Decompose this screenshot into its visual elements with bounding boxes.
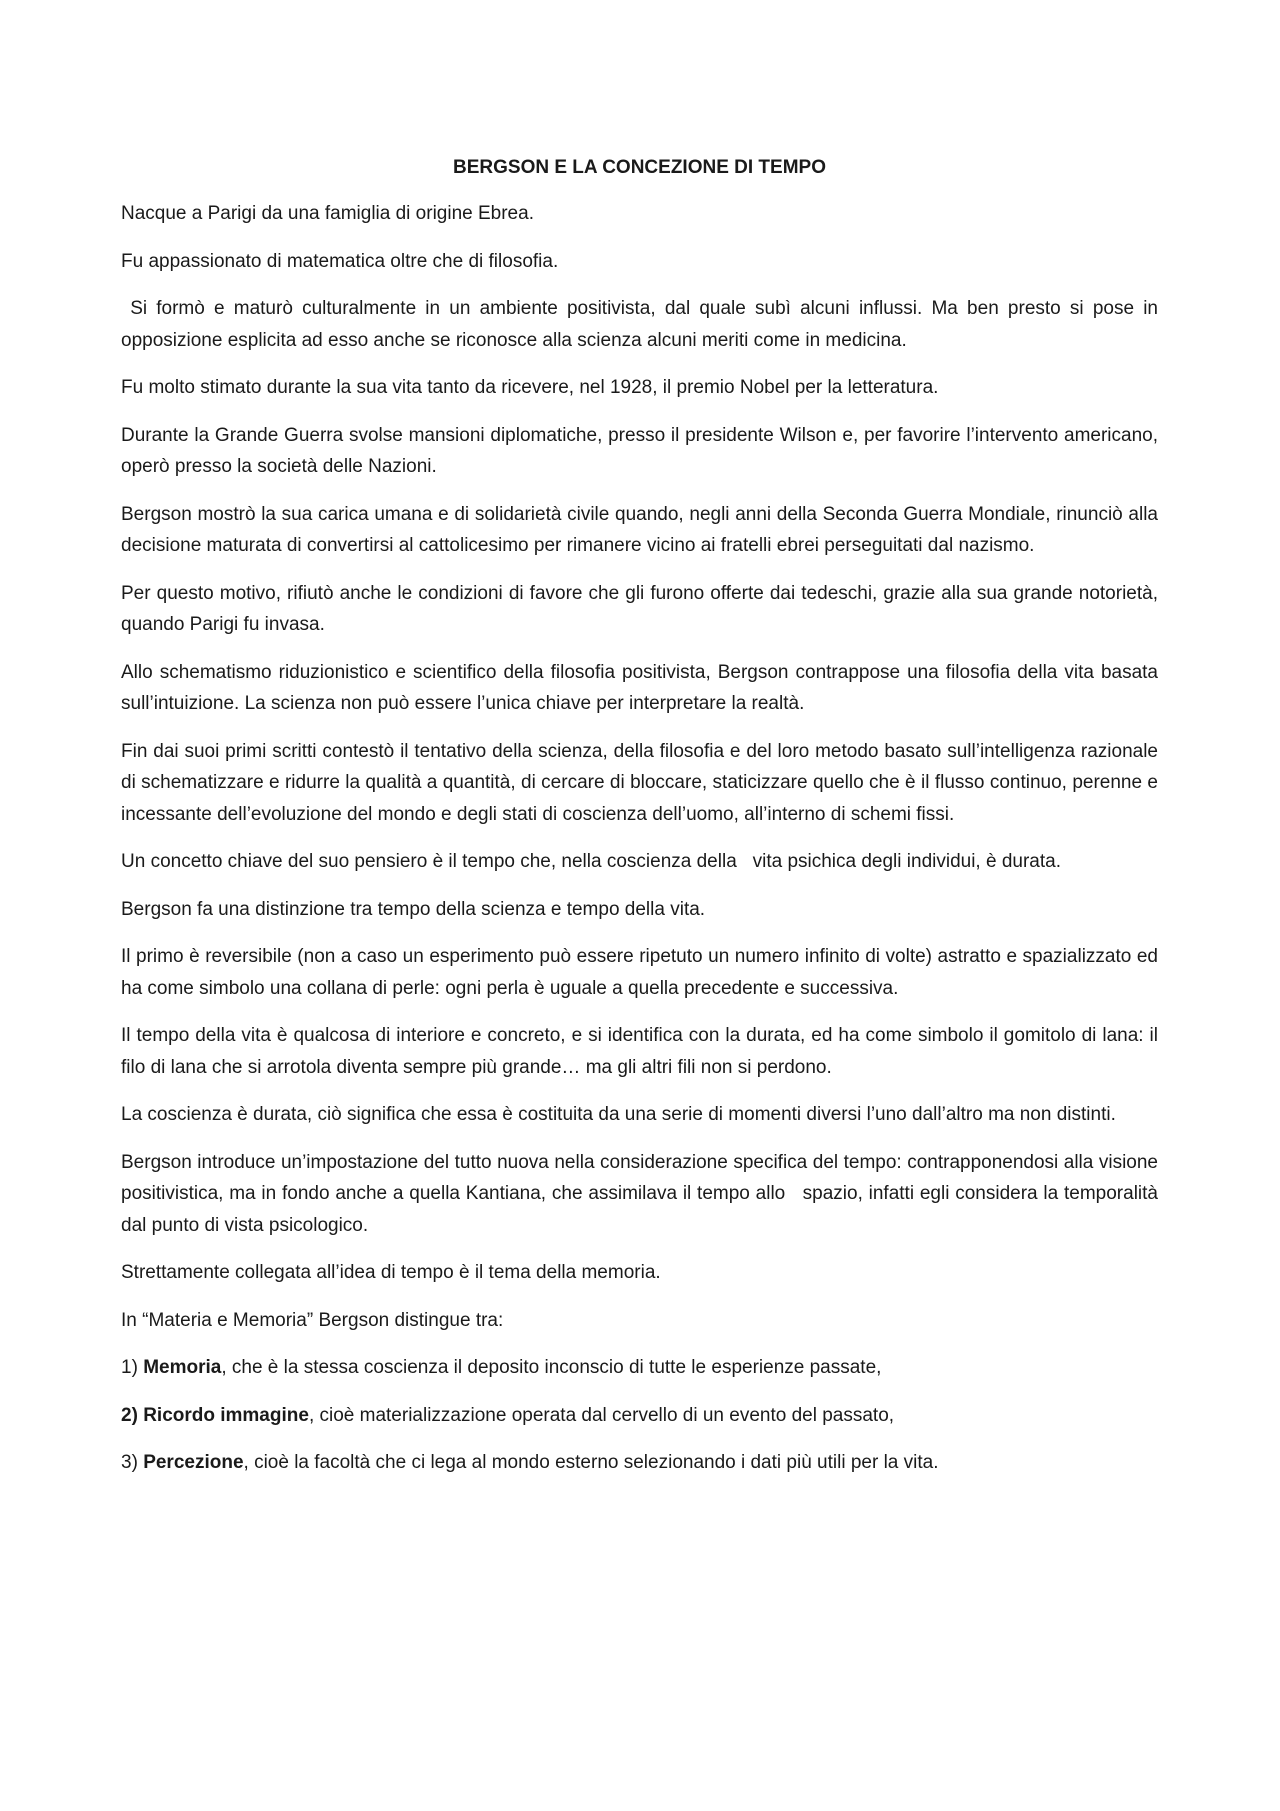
- paragraph: Un concetto chiave del suo pensiero è il tempo che, nella coscienza della vita psichica degli individui, è durata.: [121, 851, 1061, 872]
- paragraph: Fu molto stimato durante la sua vita tanto da ricevere, nel 1928, il premio Nobel per la letteratura.: [121, 377, 939, 398]
- paragraph: Bergson fa una distinzione tra tempo della scienza e tempo della vita.: [121, 898, 706, 920]
- paragraph: Il tempo della vita è qualcosa di interiore e concreto, e si identifica con la durata, ed ha come simbolo il gomitolo di lana: il filo di lana che si arrotola diventa sempre più grande… ma gli altri fili non si perdono.: [121, 1025, 1158, 1078]
- list-item-term: Ricordo immagine: [143, 1404, 309, 1426]
- paragraph: Durante la Grande Guerra svolse mansioni diplomatiche, presso il presidente Wilson e, per favorire l’intervento americano, operò presso la società delle Nazioni.: [121, 424, 1158, 477]
- list-item-text: , cioè la facoltà che ci lega al mondo esterno selezionando i dati più utili per la vita.: [243, 1452, 939, 1473]
- paragraph: La coscienza è durata, ciò significa che essa è costituita da una serie di momenti diversi l’uno dall’altro ma non distinti.: [121, 1104, 1116, 1125]
- document-body: [121, 154, 1164, 1495]
- document-title: BERGSON E LA CONCEZIONE DI TEMPO: [453, 157, 826, 178]
- paragraph: Strettamente collegata all’idea di tempo è il tema della memoria.: [121, 1262, 661, 1283]
- list-item-ricordo-immagine: [121, 1400, 1158, 1432]
- list-item-term: Percezione: [143, 1452, 244, 1473]
- paragraph: In “Materia e Memoria” Bergson distingue tra:: [121, 1309, 504, 1331]
- paragraph: Fin dai suoi primi scritti contestò il tentativo della scienza, della filosofia e del loro metodo basato sull’intelligenza razionale di schematizzare e ridurre la qualità a quantità, di cercare di bloccare, staticizzare quello che è il flusso continuo, perenne e incessante dell’evoluzione del mondo e degli stati di coscienza dell’uomo, all’interno di schemi fissi.: [121, 740, 1158, 825]
- list-item-text: , che è la stessa coscienza il deposito inconscio di tutte le esperienze passate,: [221, 1357, 882, 1378]
- paragraph: Nacque a Parigi da una famiglia di origine Ebrea.: [121, 203, 534, 224]
- list-item-number: 2): [121, 1404, 144, 1426]
- paragraph: Si formò e maturò culturalmente in un ambiente positivista, dal quale subì alcuni influssi. Ma ben presto si pose in opposizione esplicita ad esso anche se riconosce alla scienza alcuni meriti come in medicina.: [121, 298, 1164, 351]
- list-item-term: Memoria: [143, 1357, 222, 1378]
- paragraph: Il primo è reversibile (non a caso un esperimento può essere ripetuto un numero infinito di volte) astratto e spazializzato ed ha come simbolo una collana di perle: ogni perla è uguale a quella precedente e successiva.: [121, 946, 1158, 999]
- paragraph: Fu appassionato di matematica oltre che di filosofia.: [121, 250, 559, 272]
- paragraph: Bergson introduce un’impostazione del tutto nuova nella considerazione specifica del tempo: contrapponendosi alla visione positivistica, ma in fondo anche a quella Kantiana, che assimilava il tempo allo spazio, infatti egli considera la temporalità dal punto di vista psicologico.: [121, 1151, 1164, 1236]
- list-item-number: 1): [121, 1357, 144, 1378]
- paragraph: Bergson mostrò la sua carica umana e di solidarietà civile quando, negli anni della Seconda Guerra Mondiale, rinunciò alla decisione maturata di convertirsi al cattolicesimo per rimanere vicino ai fratelli ebrei perseguitati dal nazismo.: [121, 503, 1158, 556]
- paragraph: Per questo motivo, rifiutò anche le condizioni di favore che gli furono offerte dai tedeschi, grazie alla sua grande notorietà, quando Parigi fu invasa.: [121, 582, 1158, 635]
- paragraph: Allo schematismo riduzionistico e scientifico della filosofia positivista, Bergson contrappose una filosofia della vita basata sull’intuizione. La scienza non può essere l’unica chiave per interpretare la realtà.: [121, 661, 1158, 714]
- list-item-memoria: [121, 1352, 1158, 1384]
- list-item-percezione: [121, 1447, 1158, 1479]
- list-item-text: , cioè materializzazione operata dal cervello di un evento del passato,: [308, 1404, 895, 1426]
- list-item-number: 3): [121, 1452, 144, 1473]
